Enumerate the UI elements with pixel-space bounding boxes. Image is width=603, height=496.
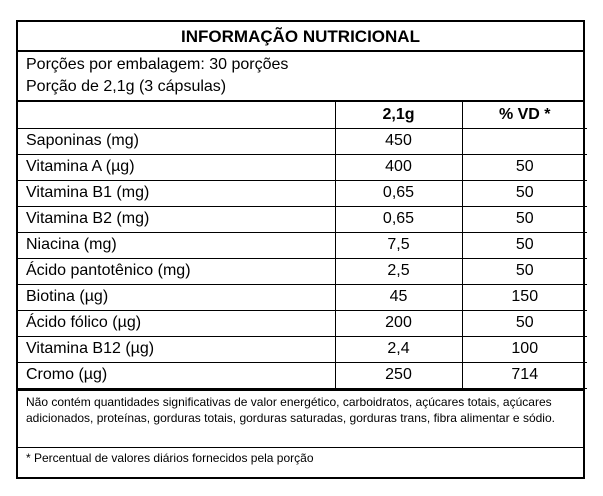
nutrient-amount: 7,5 — [335, 232, 462, 258]
insignificant-nutrients-note: Não contém quantidades significativas de valor energético, carboidratos, açúcares totais, açúcares adicionados, proteínas, gorduras totais, gorduras saturadas, gorduras trans, fibra alimentar e sódio. — [18, 389, 583, 447]
table-row — [18, 362, 587, 388]
nutrient-daily-value: 50 — [462, 258, 587, 284]
nutrient-name: Biotina (µg) — [18, 284, 335, 310]
table-row — [18, 258, 587, 284]
table-row — [18, 128, 587, 154]
nutrient-daily-value: 50 — [462, 232, 587, 258]
header-nutrient — [18, 102, 335, 128]
table-row — [18, 206, 587, 232]
nutrient-daily-value: 50 — [462, 180, 587, 206]
nutrient-amount: 45 — [335, 284, 462, 310]
portion-size: Porção de 2,1g (3 cápsulas) — [26, 78, 227, 95]
table-row — [18, 310, 587, 336]
nutrient-daily-value: 50 — [462, 154, 587, 180]
nutrient-table — [18, 102, 587, 389]
header-portion: 2,1g — [335, 102, 462, 128]
nutrient-name: Vitamina B1 (mg) — [18, 180, 335, 206]
nutrient-amount: 0,65 — [335, 206, 462, 232]
nutrient-name: Niacina (mg) — [18, 232, 335, 258]
nutrient-daily-value: 50 — [462, 310, 587, 336]
nutrition-facts-panel — [16, 20, 585, 479]
serving-info — [18, 52, 583, 102]
nutrient-amount: 2,5 — [335, 258, 462, 284]
nutrient-name: Saponinas (mg) — [18, 128, 335, 154]
nutrient-amount: 200 — [335, 310, 462, 336]
nutrient-name: Vitamina A (µg) — [18, 154, 335, 180]
panel-title: INFORMAÇÃO NUTRICIONAL — [18, 22, 583, 52]
nutrient-daily-value: 150 — [462, 284, 587, 310]
nutrient-name: Ácido pantotênico (mg) — [18, 258, 335, 284]
nutrient-amount: 2,4 — [335, 336, 462, 362]
table-row — [18, 180, 587, 206]
table-row — [18, 284, 587, 310]
table-header-row — [18, 102, 587, 128]
table-row — [18, 232, 587, 258]
table-row — [18, 336, 587, 362]
nutrient-daily-value — [462, 128, 587, 154]
nutrient-name: Vitamina B2 (mg) — [18, 206, 335, 232]
nutrient-daily-value: 714 — [462, 362, 587, 388]
nutrient-daily-value: 50 — [462, 206, 587, 232]
nutrient-name: Cromo (µg) — [18, 362, 335, 388]
nutrient-daily-value: 100 — [462, 336, 587, 362]
nutrient-amount: 250 — [335, 362, 462, 388]
nutrient-amount: 400 — [335, 154, 462, 180]
table-row — [18, 154, 587, 180]
nutrient-amount: 450 — [335, 128, 462, 154]
nutrient-name: Ácido fólico (µg) — [18, 310, 335, 336]
nutrient-amount: 0,65 — [335, 180, 462, 206]
header-daily-value: % VD * — [462, 102, 587, 128]
servings-per-package: Porções por embalagem: 30 porções — [26, 56, 289, 73]
nutrient-name: Vitamina B12 (µg) — [18, 336, 335, 362]
daily-value-footnote: * Percentual de valores diários fornecidos pela porção — [18, 447, 583, 466]
